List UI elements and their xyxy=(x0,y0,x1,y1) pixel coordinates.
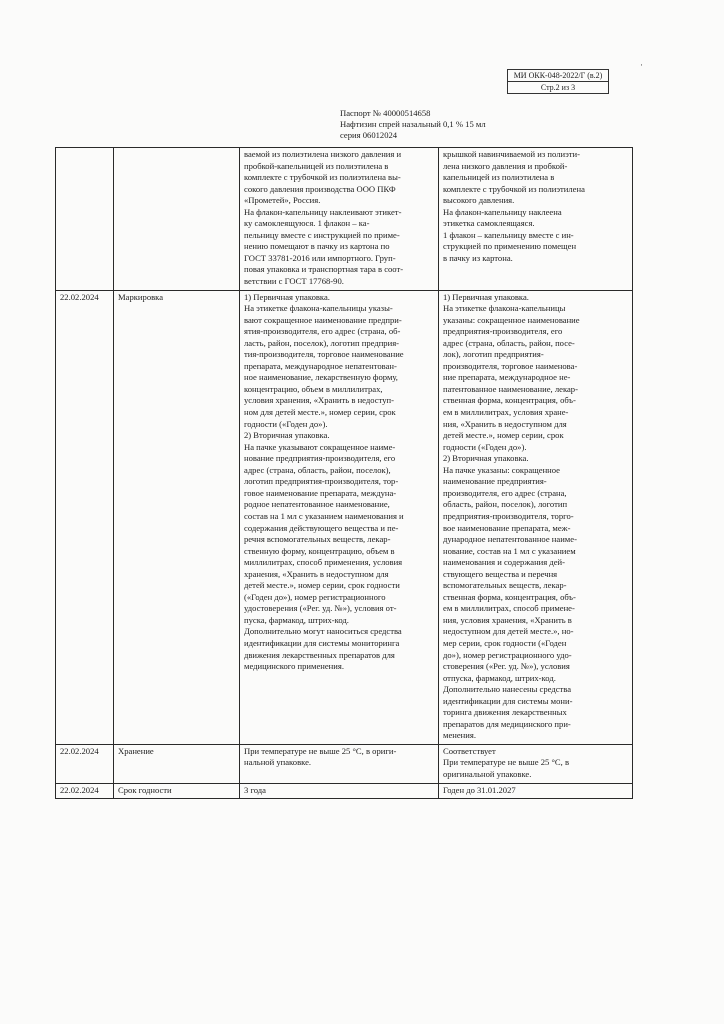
table-row xyxy=(56,783,633,799)
text-line: идентификации для системы мониторинга xyxy=(244,637,400,648)
text-line: миллилитрах, способ применения, условия xyxy=(244,557,403,568)
text-line: Дополнительно нанесены средства xyxy=(443,684,572,695)
text-line: сокого давления производства ООО ПКФ xyxy=(244,183,396,194)
text-line: медицинского применения. xyxy=(244,661,344,672)
text-line: пельницу вместе с инструкцией по приме- xyxy=(244,229,400,240)
parameter-cell: Срок годности xyxy=(114,783,240,799)
specification-cell xyxy=(240,783,439,799)
text-line: производителя, торговое наименова- xyxy=(443,360,578,371)
text-line: нению помещают в пачку из картона по xyxy=(244,241,390,252)
quality-table xyxy=(55,147,633,799)
text-line: адрес (страна, область, район, посе- xyxy=(443,337,575,348)
text-line: годности («Годен до»). xyxy=(443,441,527,452)
text-line: указаны: сокращенное наименование xyxy=(443,314,580,325)
text-line: отпуска, фармакод, штрих-код. xyxy=(443,672,556,683)
date-cell: 22.02.2024 xyxy=(56,744,114,783)
text-line: недоступном для детей месте.», но- xyxy=(443,626,574,637)
text-line: 1) Первичная упаковка. xyxy=(443,291,529,302)
text-line: предприятия-производителя, торго- xyxy=(443,510,574,521)
text-line: патентованное наименование, лекар- xyxy=(443,383,578,394)
text-line: детей месте.», номер серии, срок годности xyxy=(244,580,400,591)
text-line: содержания действующего вещества и пе- xyxy=(244,522,399,533)
text-line: На пачке указаны: сокращенное xyxy=(443,464,561,475)
text-line: логотип предприятия-производителя, тор- xyxy=(244,476,399,487)
text-line: ственная форма, концентрация, объ- xyxy=(443,395,576,406)
text-line: этикетка самоклеящаяся. xyxy=(443,218,535,229)
text-line: 2) Вторичная упаковка. xyxy=(443,453,529,464)
text-line: ствующего вещества и перечня xyxy=(443,568,558,579)
text-line: хранения, «Хранить в недоступном для xyxy=(244,568,389,579)
text-line: 1 флакон – капельницу вместе с ин- xyxy=(443,229,574,240)
text-line: производителя, его адрес (страна, xyxy=(443,487,567,498)
text-line: ку самоклеящуюся. 1 флакон – ка- xyxy=(244,218,370,229)
text-line: 2) Вторичная упаковка. xyxy=(244,430,330,441)
text-line: ем в миллилитрах, условия хране- xyxy=(443,407,569,418)
text-line: торинга движения лекарственных xyxy=(443,707,567,718)
text-line: годности («Годен до»). xyxy=(244,418,328,429)
text-line: 1) Первичная упаковка. xyxy=(244,291,330,302)
text-line: ем в миллилитрах, способ примене- xyxy=(443,603,575,614)
text-line: условия хранения, «Хранить в недоступ- xyxy=(244,395,394,406)
date-cell: 22.02.2024 xyxy=(56,290,114,744)
text-line: 3 года xyxy=(244,784,266,795)
text-line: На флакон-капельницу наклеивают этикет- xyxy=(244,206,402,217)
text-line: ния, условия хранения, «Хранить в xyxy=(443,614,572,625)
text-line: нование предприятия-производителя, его xyxy=(244,453,396,464)
text-line: капельницей из полиэтилена в xyxy=(443,172,555,183)
text-line: менения. xyxy=(443,730,476,741)
text-line: «Прометей», Россия. xyxy=(244,195,321,206)
text-line: движения лекарственных препаратов для xyxy=(244,649,395,660)
text-line: пробкой-капельницей из полиэтилена в xyxy=(244,160,389,171)
text-line: ГОСТ 33781-2016 или импортного. Груп- xyxy=(244,252,396,263)
text-line: лок), логотип предприятия- xyxy=(443,349,544,360)
text-line: ственную форму, концентрацию, объем в xyxy=(244,545,395,556)
text-line: мер серии, срок годности («Годен xyxy=(443,637,567,648)
text-line: комплекте с трубочкой из полиэтилена вы- xyxy=(244,172,401,183)
text-line: до»), номер регистрационного удо- xyxy=(443,649,572,660)
text-line: наименования и содержания дей- xyxy=(443,557,566,568)
text-line: дународное непатентованное наиме- xyxy=(443,534,577,545)
text-line: вают сокращенное наименование предпри- xyxy=(244,314,402,325)
text-line: препаратов для медицинского при- xyxy=(443,718,571,729)
parameter-cell: Маркировка xyxy=(114,290,240,744)
text-line: нальной упаковке. xyxy=(244,757,312,768)
text-line: лена низкого давления и пробкой- xyxy=(443,160,568,171)
text-line: ственная форма, концентрация, объ- xyxy=(443,591,576,602)
date-cell xyxy=(56,148,114,291)
text-line: стоверения («Рег. уд. №»), условия xyxy=(443,661,570,672)
text-line: Соответствует xyxy=(443,745,496,756)
text-line: струкцией по применению помещен xyxy=(443,241,577,252)
text-line: состав на 1 мл с указанием наименования и xyxy=(244,510,404,521)
text-line: комплекте с трубочкой из полиэтилена xyxy=(443,183,585,194)
text-line: детей месте.», номер серии, срок xyxy=(443,430,564,441)
product-name: Нафтизин спрей назальный 0,1 % 15 мл xyxy=(340,119,486,129)
text-line: ваемой из полиэтилена низкого давления и xyxy=(244,149,402,159)
specification-cell xyxy=(240,744,439,783)
result-cell xyxy=(439,290,633,744)
text-line: ласть, район, поселок), логотип предприя- xyxy=(244,337,400,348)
specification-cell xyxy=(240,290,439,744)
text-line: На этикетке флакона-капельницы указы- xyxy=(244,303,393,314)
page-number: Стр.2 из 3 xyxy=(508,81,608,93)
text-line: крышкой навинчиваемой из полиэти- xyxy=(443,149,581,159)
text-line: идентификации для системы мони- xyxy=(443,695,573,706)
text-line: высокого давления. xyxy=(443,195,515,206)
text-line: пуска, фармакод, штрих-код. xyxy=(244,614,349,625)
text-line: родное непатентованное наименование, xyxy=(244,499,390,510)
text-line: вспомогательных веществ, лекар- xyxy=(443,580,567,591)
text-line: удостоверения («Рег. уд. №»), условия от- xyxy=(244,603,397,614)
specification-cell xyxy=(240,148,439,291)
text-line: говое наименование препарата, междуна- xyxy=(244,487,397,498)
text-line: оригинальной упаковке. xyxy=(443,768,532,779)
parameter-cell: Хранение xyxy=(114,744,240,783)
text-line: наименование предприятия- xyxy=(443,476,547,487)
document-code-box xyxy=(507,69,609,94)
text-line: адрес (страна, область, район, поселок), xyxy=(244,464,391,475)
series-number: серия 06012024 xyxy=(340,130,398,140)
table-row xyxy=(56,744,633,783)
text-line: ное наименование, лекарственную форму, xyxy=(244,372,398,383)
text-line: При температуре не выше 25 °С, в xyxy=(443,757,569,768)
table-row xyxy=(56,290,633,744)
date-cell: 22.02.2024 xyxy=(56,783,114,799)
text-line: концентрацию, объем в миллилитрах, xyxy=(244,383,383,394)
text-line: предприятия-производителя, его xyxy=(443,326,563,337)
parameter-cell xyxy=(114,148,240,291)
text-line: речня вспомогательных веществ, лекар- xyxy=(244,534,391,545)
text-line: вое наименование препарата, меж- xyxy=(443,522,571,533)
passport-header xyxy=(340,108,486,141)
text-line: На флакон-капельницу наклеена xyxy=(443,206,562,217)
text-line: При температуре не выше 25 °С, в ориги- xyxy=(244,745,397,756)
text-line: Годен до 31.01.2027 xyxy=(443,784,516,795)
text-line: Дополнительно могут наноситься средства xyxy=(244,626,402,637)
text-line: в пачку из картона. xyxy=(443,252,513,263)
text-line: тия-производителя, торговое наименование xyxy=(244,349,404,360)
text-line: ния, «Хранить в недоступном для xyxy=(443,418,567,429)
result-cell xyxy=(439,744,633,783)
text-line: ветствии с ГОСТ 17768-90. xyxy=(244,276,344,287)
text-line: На этикетке флакона-капельницы xyxy=(443,303,566,314)
result-cell xyxy=(439,783,633,799)
text-line: ятия-производителя, его адрес (страна, об- xyxy=(244,326,401,337)
result-cell xyxy=(439,148,633,291)
text-line: препарата, международное непатентован- xyxy=(244,360,397,371)
text-line: повая упаковка и транспортная тара в соот- xyxy=(244,264,404,275)
document-code: МИ ОКК-048-2022/Г (в.2) xyxy=(513,71,603,80)
passport-number: Паспорт № 40000514658 xyxy=(340,108,431,118)
text-line: ние препарата, международное не- xyxy=(443,372,571,383)
text-line: На пачке указывают сокращенное наиме- xyxy=(244,441,396,452)
text-line: нование, состав на 1 мл с указанием xyxy=(443,545,576,556)
text-line: область, район, поселок), логотип xyxy=(443,499,568,510)
text-line: («Годен до»), номер регистрационного xyxy=(244,591,386,602)
table-row xyxy=(56,148,633,291)
text-line: ном для детей месте.», номер серии, срок xyxy=(244,407,396,418)
corner-mark: · xyxy=(640,60,643,70)
